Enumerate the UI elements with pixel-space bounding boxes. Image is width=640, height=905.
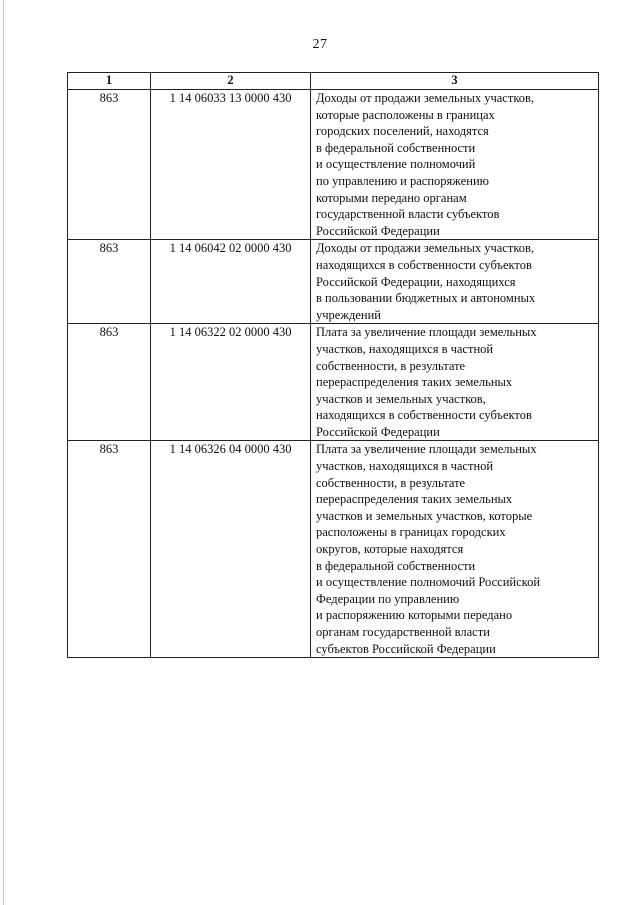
description-line: в федеральной собственности xyxy=(316,558,476,573)
table-row xyxy=(68,240,599,324)
description-line: субъектов Российской Федерации xyxy=(316,641,496,656)
description-line: перераспределения таких земельных xyxy=(316,492,513,507)
description-line: находящихся в собственности субъектов xyxy=(316,257,532,272)
table-row xyxy=(68,441,599,658)
header-col-1: 1 xyxy=(68,73,151,90)
description-line: которые расположены в границах xyxy=(316,107,495,122)
description-line: Плата за увеличение площади земельных xyxy=(316,325,537,340)
description-line: государственной власти субъектов xyxy=(316,207,500,222)
description-line: участков, находящихся в частной xyxy=(316,341,494,356)
revenue-description-cell xyxy=(311,90,599,240)
page-number: 27 xyxy=(312,37,328,52)
description-line: округов, которые находятся xyxy=(316,542,464,557)
revenue-description-cell xyxy=(311,441,599,658)
table-header xyxy=(68,73,599,90)
description-line: Доходы от продажи земельных участков, xyxy=(316,241,535,256)
description-line: собственности, в результате xyxy=(316,358,466,373)
description-line: которыми передано органам xyxy=(316,190,467,205)
description-line: и осуществление полномочий xyxy=(316,157,476,172)
header-col-2: 2 xyxy=(151,73,311,90)
description-line: городских поселений, находятся xyxy=(316,124,489,139)
description-line: органам государственной власти xyxy=(316,625,490,639)
description-line: собственности, в результате xyxy=(316,475,466,490)
table-row xyxy=(68,324,599,441)
kbk-code-cell: 1 14 06042 02 0000 430 xyxy=(151,240,311,324)
description-line: Российской Федерации xyxy=(316,223,440,238)
admin-code-cell: 863 xyxy=(68,324,151,441)
table-row xyxy=(68,90,599,240)
description-line: Российской Федерации xyxy=(316,424,440,439)
description-line: Российской Федерации, находящихся xyxy=(316,274,516,289)
header-row xyxy=(68,73,599,90)
kbk-code-cell: 1 14 06322 02 0000 430 xyxy=(151,324,311,441)
kbk-code-cell: 1 14 06033 13 0000 430 xyxy=(151,90,311,240)
page-edge-line xyxy=(3,0,4,905)
description-line: в пользовании бюджетных и автономных xyxy=(316,291,536,306)
description-line: по управлению и распоряжению xyxy=(316,173,490,188)
admin-code-cell: 863 xyxy=(68,90,151,240)
description-line: расположены в границах городских xyxy=(316,525,506,540)
description-line: находящихся в собственности субъектов xyxy=(316,408,532,423)
description-line: Плата за увеличение площади земельных xyxy=(316,442,537,457)
table-body xyxy=(68,90,599,658)
admin-code-cell: 863 xyxy=(68,240,151,324)
description-line: участков, находящихся в частной xyxy=(316,459,494,474)
description-line: участков и земельных участков, которые xyxy=(316,508,533,523)
description-line: Доходы от продажи земельных участков, xyxy=(316,91,535,105)
description-line: Федерации по управлению xyxy=(316,591,460,606)
header-col-3: 3 xyxy=(311,73,599,90)
kbk-code-cell: 1 14 06326 04 0000 430 xyxy=(151,441,311,658)
description-line: и распоряжению которыми передано xyxy=(316,608,513,623)
revenue-description-cell xyxy=(311,240,599,324)
description-line: и осуществление полномочий Российской xyxy=(316,575,541,590)
revenue-description-cell xyxy=(311,324,599,441)
description-line: перераспределения таких земельных xyxy=(316,375,513,390)
description-line: в федеральной собственности xyxy=(316,140,476,155)
admin-code-cell: 863 xyxy=(68,441,151,658)
description-line: участков и земельных участков, xyxy=(316,391,486,406)
revenue-codes-table xyxy=(67,72,599,658)
description-line: учреждений xyxy=(316,307,381,322)
